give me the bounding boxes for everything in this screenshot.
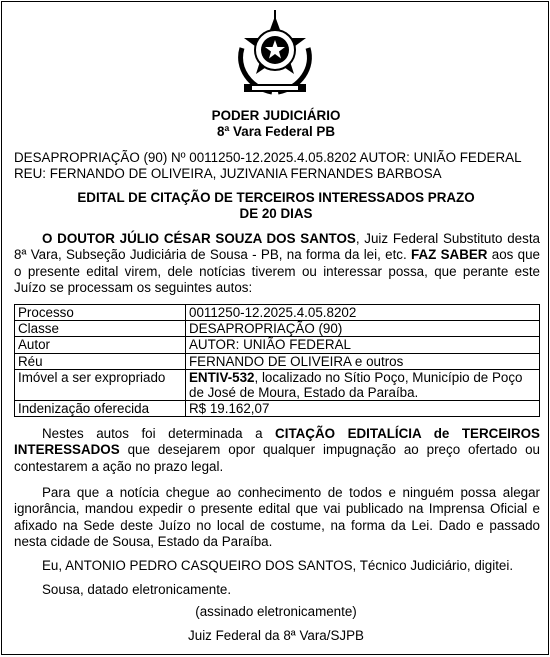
header-subtitle: 8ª Vara Federal PB [216,124,336,139]
faz-saber: FAZ SABER [411,247,488,263]
table-value: DESAPROPRIAÇÃO (90) [186,321,540,337]
coat-of-arms-icon [232,8,318,98]
judge-name: O DOUTOR JÚLIO CÉSAR SOUZA DOS SANTOS [42,231,356,246]
table-label: Réu [15,353,186,369]
table-value [186,369,540,400]
table-value: 0011250-12.2025.4.05.8202 [186,305,540,321]
typist-paragraph: Eu, ANTONIO PEDRO CASQUEIRO DOS SANTOS, Técnico Judiciário, digitei. [42,558,514,573]
process-info [14,150,540,183]
document-title [12,190,540,223]
intro-text-b: aos que o presente edital virem, dele notícias tiverem ou interessar possa, que perante este Juízo se processam os seguintes autos: [14,247,541,296]
table-row [15,305,540,321]
citation-bold: CITAÇÃO EDITALÍCIA de TERCEIROS INTERESSADOS [14,426,540,458]
property-description: , localizado no Sítio Poço, Município de Poço de José de Moura, Estado da Paraíba. [189,369,523,401]
process-line-1: DESAPROPRIAÇÃO (90) Nº 0011250-12.2025.4.05.8202 AUTOR: UNIÃO FEDERAL [14,150,522,165]
table-label: Autor [15,337,186,353]
property-code: ENTIV-532 [189,369,255,385]
header-title: PODER JUDICIÁRIO [211,108,341,123]
table-value: AUTOR: UNIÃO FEDERAL [186,337,540,353]
table-value: R$ 19.162,07 [186,401,540,417]
case-details-table [14,304,540,417]
table-row [15,337,540,353]
table-row [15,401,540,417]
intro-paragraph [14,231,540,297]
title-line-2: DE 20 DIAS [239,206,313,222]
table-row [15,321,540,337]
table-label: Classe [15,321,186,337]
process-line-2: REU: FERNANDO DE OLIVEIRA, JUZIVANIA FERNANDES BARBOSA [14,166,442,182]
citation-paragraph [14,426,540,475]
table-label: Indenização oferecida [15,401,186,417]
signature-title: Juiz Federal da 8ª Vara/SJPB [188,628,364,643]
table-row [15,369,540,400]
date-paragraph: Sousa, datado eletronicamente. [42,582,232,597]
signature-note: (assinado eletronicamente) [195,604,357,619]
table-row [15,353,540,369]
intro-text-a: , Juiz Federal Substituto desta 8ª Vara, Subseção Judiciária de Sousa - PB, na forma da lei, etc. [14,231,540,263]
title-line-1: EDITAL DE CITAÇÃO DE TERCEIROS INTERESSADOS PRAZO [77,190,475,205]
citation-text-a: Nestes autos foi determinada a [42,426,276,441]
table-label: Imóvel a ser expropriado [15,369,186,400]
citation-text-b: que desejarem opor qualquer impugnação ao preço ofertado ou contestarem a ação no prazo legal. [14,442,540,474]
edital-document [1,1,549,655]
publication-paragraph: Para que a notícia chegue ao conhecimento de todos e ninguém possa alegar ignorância, mandou expedir o presente edital que vai publicado na Imprensa Oficial e afixado na Sede deste Juízo no local de costume, na forma da Lei. Dado e passado nesta cidade de Sousa, Estado da Paraíba. [14,485,540,550]
table-label: Processo [15,305,186,321]
table-value: FERNANDO DE OLIVEIRA e outros [186,353,540,369]
